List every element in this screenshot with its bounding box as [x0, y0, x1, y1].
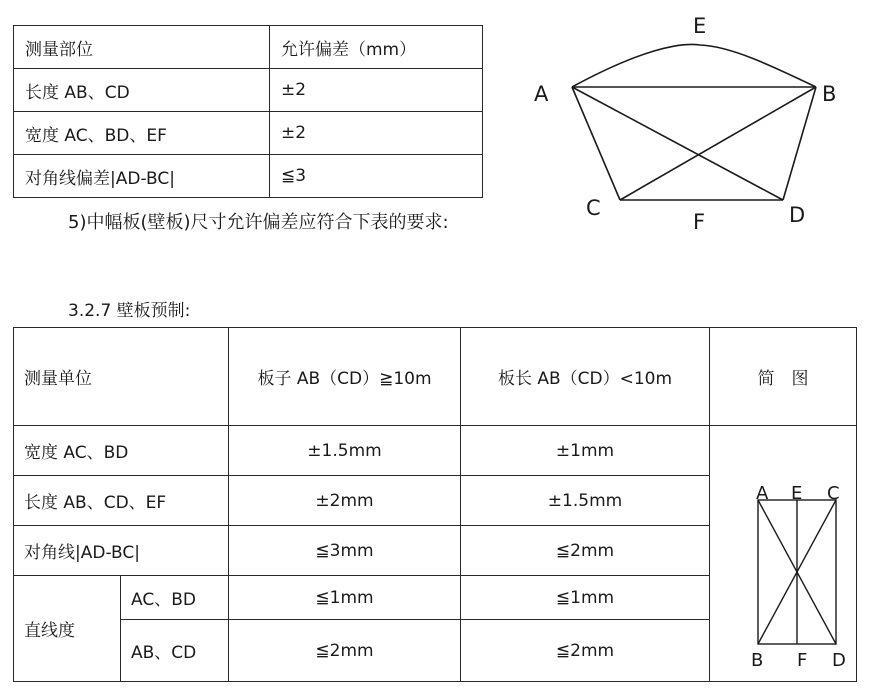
table-cell: 长度 AB、CD: [14, 69, 270, 112]
table-cell: 宽度 AC、BD、EF: [14, 112, 270, 155]
wall-plate-tolerance-table: [13, 327, 857, 682]
header-cell: 测量部位: [14, 26, 270, 69]
label-a: A: [756, 483, 769, 504]
label-c: C: [827, 483, 840, 504]
caption-text: 5)中幅板(壁板)尺寸允许偏差应符合下表的要求:: [68, 212, 449, 233]
header-cell: 测量单位: [14, 328, 229, 426]
table-cell: ≦1mm: [229, 576, 461, 620]
table-cell: ≦1mm: [461, 576, 710, 620]
table-cell: ≦3: [270, 155, 483, 198]
table-cell: ±1mm: [461, 426, 710, 476]
header-cell: 简 图: [710, 328, 857, 426]
label-d: D: [789, 203, 806, 227]
table-cell: AB、CD: [121, 620, 229, 682]
header-cell: 允许偏差（mm）: [270, 26, 483, 69]
table-cell: 对角线偏差|AD-BC|: [14, 155, 270, 198]
label-f: F: [797, 650, 808, 671]
table-cell: ±2: [270, 69, 483, 112]
table-cell: ±1.5mm: [461, 476, 710, 526]
table-cell: ≦2mm: [461, 526, 710, 576]
header-cell: 板长 AB（CD）<10m: [461, 328, 710, 426]
table-cell: ±2mm: [229, 476, 461, 526]
plate-diagram-small: [740, 478, 860, 678]
label-b: B: [751, 650, 764, 671]
table-cell: ≦2mm: [461, 620, 710, 682]
table-cell: 对角线|AD-BC|: [14, 526, 229, 576]
plate-diagram-top: [0, 0, 874, 240]
table-cell: 长度 AB、CD、EF: [14, 476, 229, 526]
label-a: A: [534, 82, 549, 106]
table-cell: ±1.5mm: [229, 426, 461, 476]
label-d: D: [832, 650, 846, 671]
table-cell: ≦3mm: [229, 526, 461, 576]
label-f: F: [693, 210, 706, 234]
label-e: E: [693, 14, 707, 38]
table-cell: AC、BD: [121, 576, 229, 620]
label-c: C: [586, 196, 601, 220]
table-cell: 直线度: [14, 576, 121, 682]
label-e: E: [791, 483, 803, 504]
section-title: 3.2.7 壁板预制:: [68, 301, 191, 321]
table-cell: ≦2mm: [229, 620, 461, 682]
header-cell: 板子 AB（CD）≧10m: [229, 328, 461, 426]
table-cell: 宽度 AC、BD: [14, 426, 229, 476]
table-cell: ±2: [270, 112, 483, 155]
label-b: B: [822, 82, 837, 106]
